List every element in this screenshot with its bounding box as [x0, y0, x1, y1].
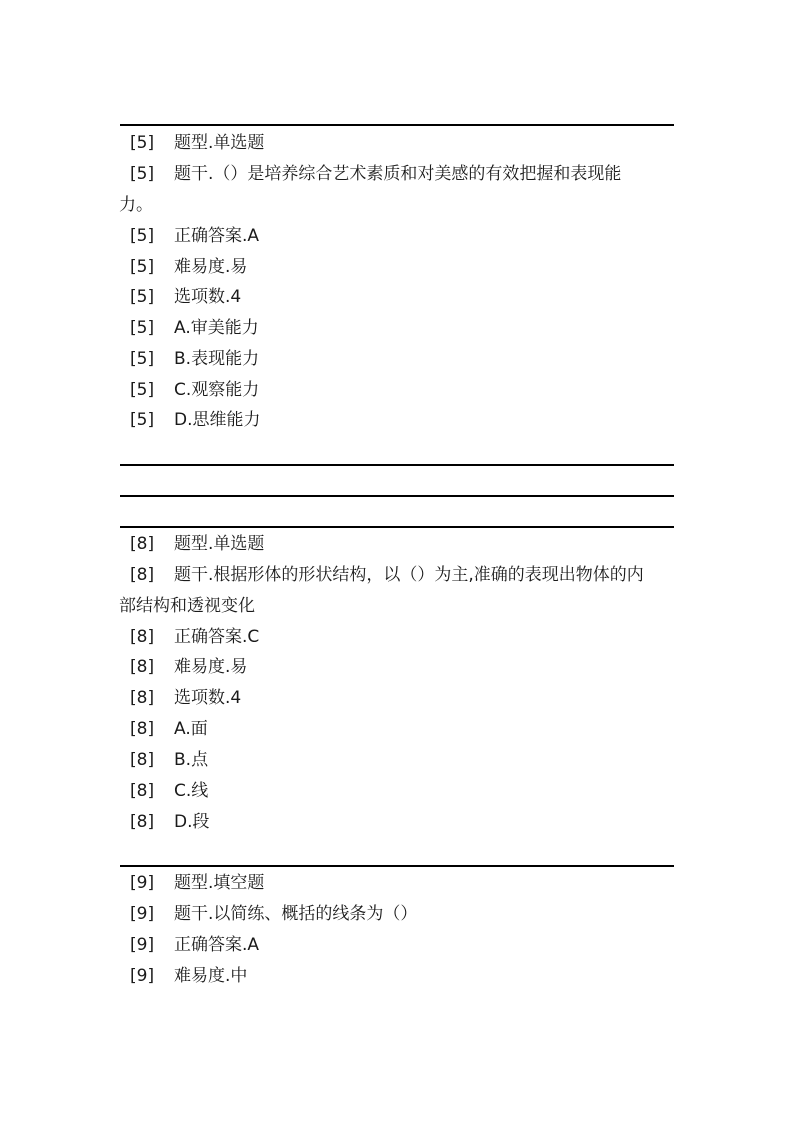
question-number: [9] [130, 966, 155, 986]
question-number: [8] [130, 627, 155, 647]
question-number: [5] [130, 164, 155, 184]
question-stem: 题干.（）是培养综合艺术素质和对美感的有效把握和表现能 [174, 164, 622, 184]
question-number: [8] [130, 657, 155, 677]
separator [120, 865, 674, 867]
question-number: [8] [130, 565, 155, 585]
question-type: 题型.填空题 [174, 873, 265, 893]
correct-answer: 正确答案.C [174, 627, 260, 647]
separator [120, 526, 674, 528]
question-stem-continuation: 部结构和透视变化 [119, 596, 255, 616]
option-a: A.审美能力 [174, 318, 259, 338]
option-c: C.观察能力 [174, 380, 260, 400]
question-number: [5] [130, 226, 155, 246]
question-number: [8] [130, 781, 155, 801]
question-number: [5] [130, 257, 155, 277]
option-b: B.点 [174, 750, 209, 770]
question-number: [8] [130, 812, 155, 832]
difficulty: 难易度.中 [174, 966, 248, 986]
question-type: 题型.单选题 [174, 133, 265, 153]
option-d: D.思维能力 [174, 410, 261, 430]
question-number: [8] [130, 534, 155, 554]
correct-answer: 正确答案.A [174, 935, 260, 955]
question-number: [9] [130, 873, 155, 893]
separator [120, 464, 674, 466]
question-number: [5] [130, 410, 155, 430]
option-a: A.面 [174, 719, 208, 739]
question-number: [8] [130, 719, 155, 739]
difficulty: 难易度.易 [174, 657, 248, 677]
separator [120, 495, 674, 497]
option-c: C.线 [174, 781, 209, 801]
question-number: [5] [130, 287, 155, 307]
difficulty: 难易度.易 [174, 257, 248, 277]
option-d: D.段 [174, 812, 210, 832]
question-number: [8] [130, 688, 155, 708]
option-count: 选项数.4 [174, 287, 242, 307]
question-number: [9] [130, 904, 155, 924]
question-stem: 题干.根据形体的形状结构，以（）为主,准确的表现出物体的内 [174, 565, 644, 585]
question-stem-continuation: 力。 [119, 195, 153, 215]
option-b: B.表现能力 [174, 349, 260, 369]
question-number: [9] [130, 935, 155, 955]
option-count: 选项数.4 [174, 688, 242, 708]
question-number: [5] [130, 349, 155, 369]
correct-answer: 正确答案.A [174, 226, 260, 246]
question-type: 题型.单选题 [174, 534, 265, 554]
question-number: [8] [130, 750, 155, 770]
question-number: [5] [130, 133, 155, 153]
question-stem: 题干.以简练、概括的线条为（） [174, 904, 418, 924]
question-number: [5] [130, 318, 155, 338]
separator-top [120, 124, 674, 126]
question-number: [5] [130, 380, 155, 400]
